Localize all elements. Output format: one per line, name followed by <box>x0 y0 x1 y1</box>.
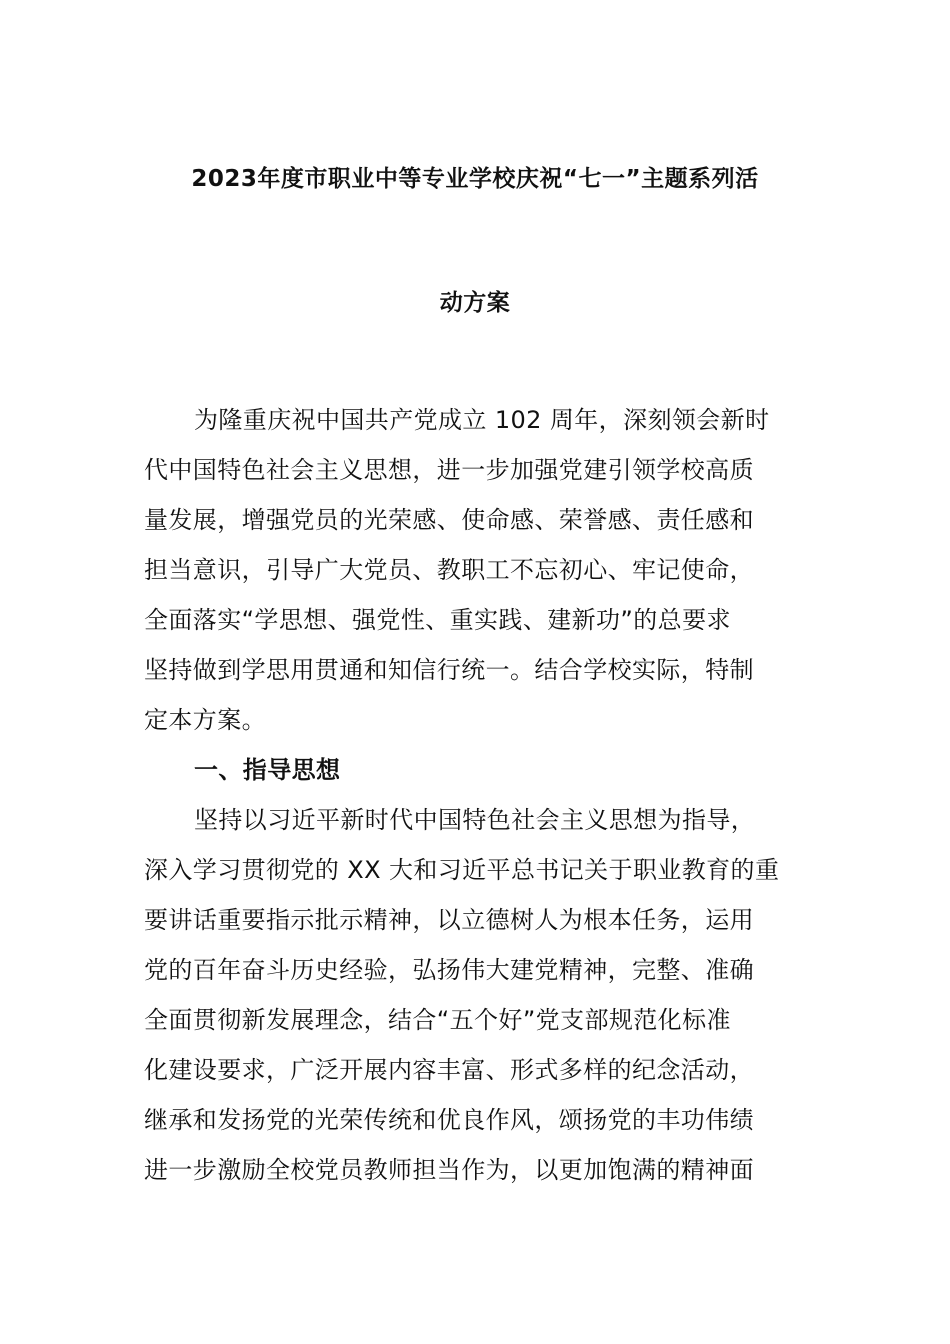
intro-line: 为隆重庆祝中国共产党成立 102 周年，深刻领会新时 <box>194 406 770 434</box>
intro-line: 全面落实“学思想、强党性、重实践、建新功”的总要求 <box>144 606 731 634</box>
section-line: 全面贯彻新发展理念，结合“五个好”党支部规范化标准 <box>144 1006 731 1034</box>
section-line: 坚持以习近平新时代中国特色社会主义思想为指导， <box>194 806 756 834</box>
intro-line: 坚持做到学思用贯通和知信行统一。结合学校实际，特制 <box>144 656 754 684</box>
intro-line: 量发展，增强党员的光荣感、使命感、荣誉感、责任感和 <box>144 506 754 534</box>
intro-line: 定本方案。 <box>144 706 266 734</box>
section-line: 深入学习贯彻党的 XX 大和习近平总书记关于职业教育的重 <box>144 856 780 884</box>
document-title-line-2: 动方案 <box>439 290 511 316</box>
section-line: 继承和发扬党的光荣传统和优良作风，颂扬党的丰功伟绩 <box>144 1106 754 1134</box>
section-line: 党的百年奋斗历史经验，弘扬伟大建党精神，完整、准确 <box>144 956 754 984</box>
section-line: 化建设要求，广泛开展内容丰富、形式多样的纪念活动， <box>144 1056 754 1084</box>
intro-line: 担当意识，引导广大党员、教职工不忘初心、牢记使命， <box>144 556 754 584</box>
document-title-line-1: 2023年度市职业中等专业学校庆祝“七一”主题系列活 <box>191 166 759 192</box>
section-heading: 一、指导思想 <box>194 756 341 784</box>
section-line: 要讲话重要指示批示精神，以立德树人为根本任务，运用 <box>144 906 754 934</box>
section-line: 进一步激励全校党员教师担当作为，以更加饱满的精神面 <box>144 1156 754 1184</box>
intro-line: 代中国特色社会主义思想，进一步加强党建引领学校高质 <box>144 456 754 484</box>
